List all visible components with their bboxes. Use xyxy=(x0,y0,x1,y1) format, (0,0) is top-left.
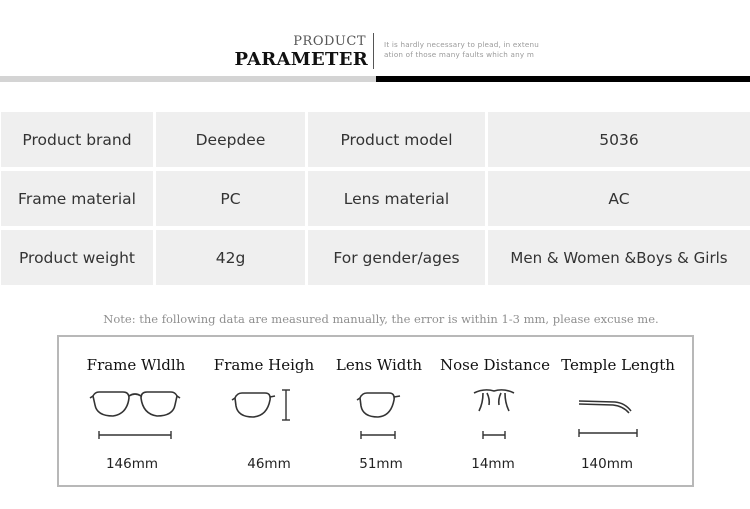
param-value-cell: Men & Women &Boys & Girls xyxy=(488,230,750,285)
header-tagline xyxy=(384,40,574,60)
header-tagline-line2: ation of those many faults which any m xyxy=(384,50,535,59)
measurement-value: 14mm xyxy=(471,456,515,472)
param-label-cell: Product weight xyxy=(1,230,153,285)
measurement-label: Frame Heigh xyxy=(213,356,315,374)
header-light-bar xyxy=(0,76,376,82)
frame-height-icon xyxy=(229,381,295,441)
measurement-label: Lens Width xyxy=(335,356,423,374)
param-label-cell: Frame material xyxy=(1,171,153,226)
measurement-value: 46mm xyxy=(247,456,291,472)
param-label-cell: Product model xyxy=(308,112,485,167)
frame-width-icon xyxy=(87,381,183,441)
param-value-cell: PC xyxy=(156,171,305,226)
header-big-title: PARAMETER xyxy=(234,49,368,70)
header-dark-bar xyxy=(376,76,750,82)
header xyxy=(0,0,750,90)
nose-distance-icon xyxy=(469,381,519,441)
measurement-label: Temple Length xyxy=(561,356,675,374)
measurement-value: 146mm xyxy=(105,456,159,472)
param-label-cell: For gender/ages xyxy=(308,230,485,285)
measurement-panel xyxy=(57,335,694,487)
header-small-title: PRODUCT xyxy=(293,34,366,49)
measurement-note: Note: the following data are measured manually, the error is within 1-3 mm, please excuse me. xyxy=(103,312,659,326)
param-value-cell: 5036 xyxy=(488,112,750,167)
parameter-table xyxy=(0,112,750,288)
lens-width-icon xyxy=(351,381,407,441)
measurement-label: Nose Distance xyxy=(440,356,550,374)
param-value-cell: AC xyxy=(488,171,750,226)
measurement-value: 51mm xyxy=(359,456,403,472)
temple-length-icon xyxy=(575,381,641,441)
param-value-cell: Deepdee xyxy=(156,112,305,167)
header-divider xyxy=(373,33,374,69)
param-value-cell: 42g xyxy=(156,230,305,285)
param-label-cell: Product brand xyxy=(1,112,153,167)
measurement-value: 140mm xyxy=(580,456,634,472)
measurement-label: Frame Wldlh xyxy=(86,356,186,374)
param-label-cell: Lens material xyxy=(308,171,485,226)
header-tagline-line1: It is hardly necessary to plead, in extenu xyxy=(384,40,540,49)
